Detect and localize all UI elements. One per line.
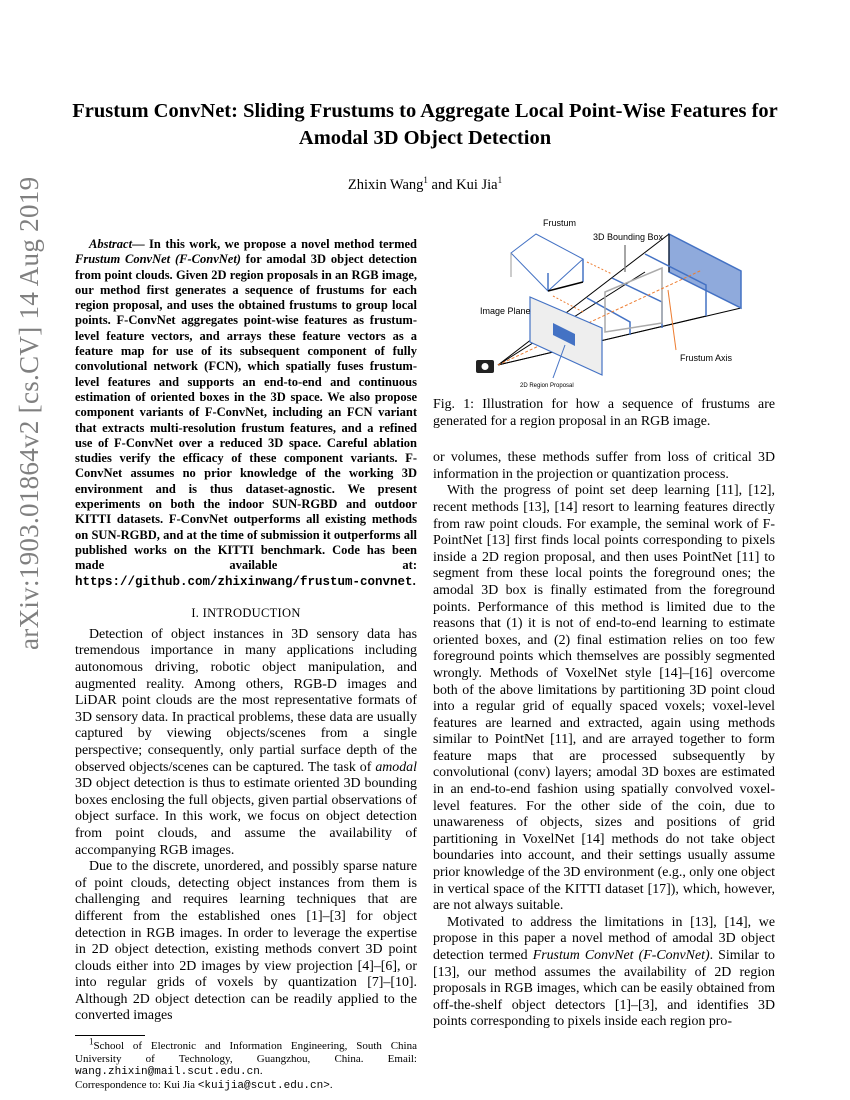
- paragraph: Due to the discrete, unordered, and possibly sparse nature of point clouds, detecting object instances from them is challenging and requires learning techniques that are different from the established ones [1]–[3] for object detection in RGB images. In order to leverage the expertise in 2D object detection, existing methods convert 3D point clouds either into 2D images by view projection [4]–[6], or into regular grids of voxels by quantization [7]–[10]. Although 2D object detection can be readily applied to the converted images: [75, 859, 417, 1024]
- figure-caption: Fig. 1: Illustration for how a sequence of frustums are generated for a region proposal in an RGB image.: [433, 397, 775, 429]
- section-title: INTRODUCTION: [202, 605, 301, 620]
- email-link[interactable]: <kuijia@scut.edu.cn>: [197, 1079, 330, 1092]
- affiliation: School of Electronic and Information Engineering, South China University of Technology, Guangzhou, China. Email:: [75, 1040, 417, 1065]
- email-link[interactable]: wang.zhixin@mail.scut.edu.cn: [75, 1066, 260, 1079]
- affiliation-mark: 1: [423, 175, 428, 186]
- affiliation-mark: 1: [497, 175, 503, 186]
- footnote-rule: [75, 1035, 145, 1036]
- paper-title: Frustum ConvNet: Sliding Frustums to Aggregate Local Point-Wise Features for Amodal 3D Object Detection: [72, 100, 778, 149]
- correspondence: Correspondence to: Kui Jia: [75, 1078, 198, 1091]
- paragraph: or volumes, these methods suffer from loss of critical 3D information in the projection or quantization process.: [433, 450, 775, 482]
- right-column: [433, 210, 775, 1031]
- author-name: Kui Jia: [456, 177, 498, 193]
- left-column: [75, 237, 417, 1092]
- abstract-text: for amodal 3D object detection from point clouds. Given 2D region proposals in an RGB image, our method first generates a sequence of frustums for each region proposal, and uses the obtained frustums to group local points. F-ConvNet aggregates point-wise features as frustum-level feature vectors, and arrays these feature vectors as a feature map for use of its subsequent component of fully convolutional network (FCN), which spatially fuses frustum-level features and supports an end-to-end and continuous estimation of oriented boxes in the 3D space. We also propose component variants of F-ConvNet, including an FCN variant that extracts multi-resolution frustum features, and a refined use of F-ConvNet over a reduced 3D space. Careful ablation studies verify the efficacy of these component variants. F-ConvNet assumes no prior knowledge of the working 3D environment and is thus dataset-agnostic. We present experiments on both the indoor SUN-RGBD and outdoor KITTI datasets. F-ConvNet outperforms all existing methods on SUN-RGBD, and at the time of submission it outperforms all published works on the KITTI benchmark. Code has been made available at:: [75, 252, 417, 573]
- text: Motivated to address the limitations in [13], [14], we propose in this paper a novel method of amodal 3D object detection termed: [433, 914, 775, 963]
- abstract: [75, 237, 417, 590]
- author-name: Zhixin Wang: [347, 177, 424, 193]
- authors: [60, 176, 790, 194]
- abstract-text: — In this work, we propose a novel method termed: [132, 237, 417, 251]
- footnote-mark: 1: [89, 1036, 94, 1047]
- figure-frustum-illustration: [440, 210, 780, 390]
- text: Detection of object instances in 3D sensory data has tremendous importance in many applications including autonomous driving, robotic object manipulation, and augmented reality. Among others, RGB-D images and LiDAR point clouds are the most representative formats of 3D sensory data. In practical problems, these data are usually captured by viewing objects/scenes from a single perspective; consequently, only partial surface depth of the observed objects/scenes can be captured. The task of: [75, 626, 417, 775]
- section-heading: [75, 605, 417, 621]
- author-separator: and: [427, 177, 457, 193]
- label-frustum: Frustum: [543, 218, 577, 228]
- footnote-area: [75, 1025, 417, 1092]
- text: . Similar to [13], our method assumes the availability of 2D region proposals in RGB images, which can be easily obtained from off-the-shelf object detectors [1]–[3], and identifies 3D points corresponding to pixels inside each region pro-: [433, 948, 775, 1030]
- paragraph: [433, 915, 775, 1031]
- label-image-plane: Image Plane: [480, 306, 531, 316]
- paper-header: [60, 98, 790, 194]
- method-name: Frustum ConvNet (F-ConvNet): [75, 252, 241, 267]
- paragraph: [75, 627, 417, 859]
- text-emphasis: amodal: [375, 759, 417, 775]
- abstract-text: .: [412, 573, 416, 588]
- label-bounding-box: 3D Bounding Box: [593, 232, 664, 242]
- arxiv-identifier: arXiv:1903.01864v2 [cs.CV] 14 Aug 2019: [14, 176, 44, 650]
- text-emphasis: Frustum ConvNet (F-ConvNet): [532, 948, 710, 963]
- abstract-label: Abstract: [89, 237, 133, 251]
- label-region-proposal: 2D Region Proposal: [520, 383, 574, 389]
- paragraph: With the progress of point set deep learning [11], [12], recent methods [13], [14] resort to learning features directly from raw point clouds. For example, the seminal work of F-PointNet [13] first finds local points corresponding to pixels inside a 2D region proposal, and then uses PointNet [11] to segment from these local points the foreground ones; the amodal 3D box is finally estimated from the foreground points. Performance of this method is limited due to the reasons that (1) it is not of end-to-end learning to estimate oriented boxes, and (2) final estimation relies on too few foreground points which themselves are possibly segmented wrongly. Methods of VoxelNet style [14]–[16] overcome both of the above limitations by partitioning 3D point cloud into a regular grid of equally spaced voxels; voxel-level features are learned and extracted, again using methods similar to PointNet [11], and are arrayed together to form feature maps that are processed subsequently by convolutional (conv) layers; amodal 3D boxes are estimated in an end-to-end fashion using spatially convolved voxel-level features. For the other side of the coin, due to unawareness of objects, sizes and positions of grid partitioning in VoxelNet [14] methods do not take object boundaries into account, and their settings usually assume prior knowledge of the 3D environment (e.g., only one object in vertical space of the KITTI dataset [17]), which, however, are not always suitable.: [433, 483, 775, 914]
- footnote: $^1$School of Electronic and Information Engineering, South China University of Technology, Guangzhou, China. Email: wang.zhixin@mail.scut.edu.cn. Correspondence to: Kui Jia <kuijia@scut.edu.cn>.: [75, 1036, 417, 1092]
- section-number: I.: [191, 605, 203, 620]
- code-link[interactable]: https://github.com/zhixinwang/frustum-convnet: [75, 574, 413, 589]
- label-frustum-axis: Frustum Axis: [680, 353, 733, 363]
- text: 3D object detection is thus to estimate oriented 3D bounding boxes enclosing the full objects, given partial observations of object surface. In this work, we focus on object detection from point clouds, and assume the availability of accompanying RGB images.: [75, 776, 417, 858]
